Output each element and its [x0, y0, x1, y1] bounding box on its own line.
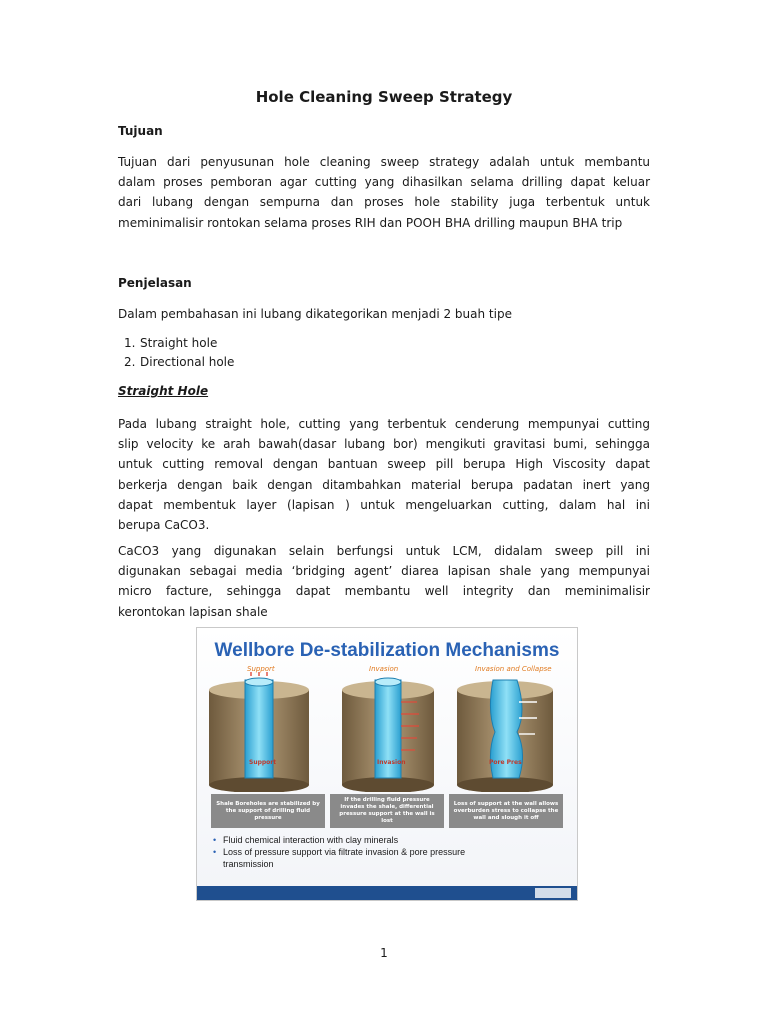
paragraph-line: dalam proses pemboran agar cutting yang dihasilkan selama drilling dapat keluar [118, 175, 650, 190]
paragraph-line: CaCO3 yang digunakan selain berfungsi untuk LCM, didalam sweep pill ini [118, 544, 650, 558]
figure-bullet: • Fluid chemical interaction with clay minerals [213, 834, 513, 846]
paragraph-line: digunakan sebagai media ‘bridging agent’ diarea lapisan shale yang mempunyai [118, 564, 650, 579]
section-heading-straight-hole: Straight Hole [118, 384, 209, 398]
hole-type-list [118, 334, 234, 372]
company-logo [535, 888, 571, 898]
list-text: Directional hole [140, 355, 235, 369]
section-heading-penjelasan: Penjelasan [118, 276, 192, 290]
caption-invasion: If the drilling fluid pressure invades the shale, differential pressure support at the wall is lost [330, 794, 444, 828]
paragraph-line: untuk cutting removal dengan bantuan sweep pill berupa High Viscosity dapat [118, 457, 650, 472]
list-item [118, 334, 234, 353]
paragraph-line: micro facture, sehingga dapat membantu well integrity dan meminimalisir [118, 584, 650, 599]
paragraph-tujuan [118, 152, 650, 233]
paragraph-line: dari lubang dengan sempurna dan proses hole stability juga terbentuk untuk [118, 195, 650, 210]
svg-text:Pore Pres: Pore Pres [489, 759, 522, 766]
paragraph-penjelasan-intro: Dalam pembahasan ini lubang dikategorikan menjadi 2 buah tipe [118, 307, 512, 321]
figure-bullet: • Loss of pressure support via filtrate invasion & pore pressure transmission [213, 846, 513, 870]
figure-footer-bar [197, 886, 577, 900]
figure-title: Wellbore De-stabilization Mechanisms [214, 640, 560, 661]
paragraph-straight-hole-1 [118, 414, 650, 535]
paragraph-line: meminimalisir rontokan selama proses RIH dan POOH BHA drilling maupun BHA trip [118, 215, 623, 230]
wellbore-illustration [197, 672, 577, 792]
figure-bullets [213, 834, 513, 870]
paragraph-line: berupa CaCO3. [118, 518, 210, 533]
cylinder-collapse [457, 680, 553, 792]
wellbore-figure [196, 627, 578, 901]
caption-support: Shale Boreholes are stabilized by the support of drilling fluid pressure [211, 794, 325, 828]
paragraph-straight-hole-2 [118, 541, 650, 622]
caption-collapse: Loss of support at the wall allows overburden stress to collapse the wall and slough it off [449, 794, 563, 828]
paragraph-line: dapat membentuk layer (lapisan ) untuk mengeluarkan cutting, dalam hal ini [118, 497, 650, 512]
list-number: 2. [124, 355, 136, 369]
svg-text:Support: Support [249, 759, 277, 766]
list-text: Straight hole [140, 336, 218, 350]
paragraph-line: Tujuan dari penyusunan hole cleaning sweep strategy adalah untuk membantu [118, 155, 650, 169]
figure-subtitle-support: Support [247, 665, 275, 673]
figure-subtitle-collapse: Invasion and Collapse [475, 665, 552, 673]
figure-subtitle-invasion: Invasion [369, 665, 399, 673]
paragraph-line: kerontokan lapisan shale [118, 604, 268, 619]
paragraph-line: berkerja dengan baik dengan ditambahkan material berupa padatan inert yang [118, 477, 650, 492]
list-item [118, 353, 234, 372]
cylinder-invasion [342, 678, 434, 792]
cylinder-support [209, 672, 309, 792]
paragraph-line: Pada lubang straight hole, cutting yang terbentuk cenderung mempunyai cutting [118, 417, 650, 431]
section-heading-tujuan: Tujuan [118, 124, 163, 138]
list-number: 1. [124, 336, 136, 350]
svg-text:Invasion: Invasion [377, 759, 406, 766]
page-title: Hole Cleaning Sweep Strategy [255, 88, 513, 106]
paragraph-line: slip velocity ke arah bawah(dasar lubang bor) mengikuti gravitasi bumi, sehingga [118, 437, 650, 452]
page-number: 1 [380, 946, 388, 960]
